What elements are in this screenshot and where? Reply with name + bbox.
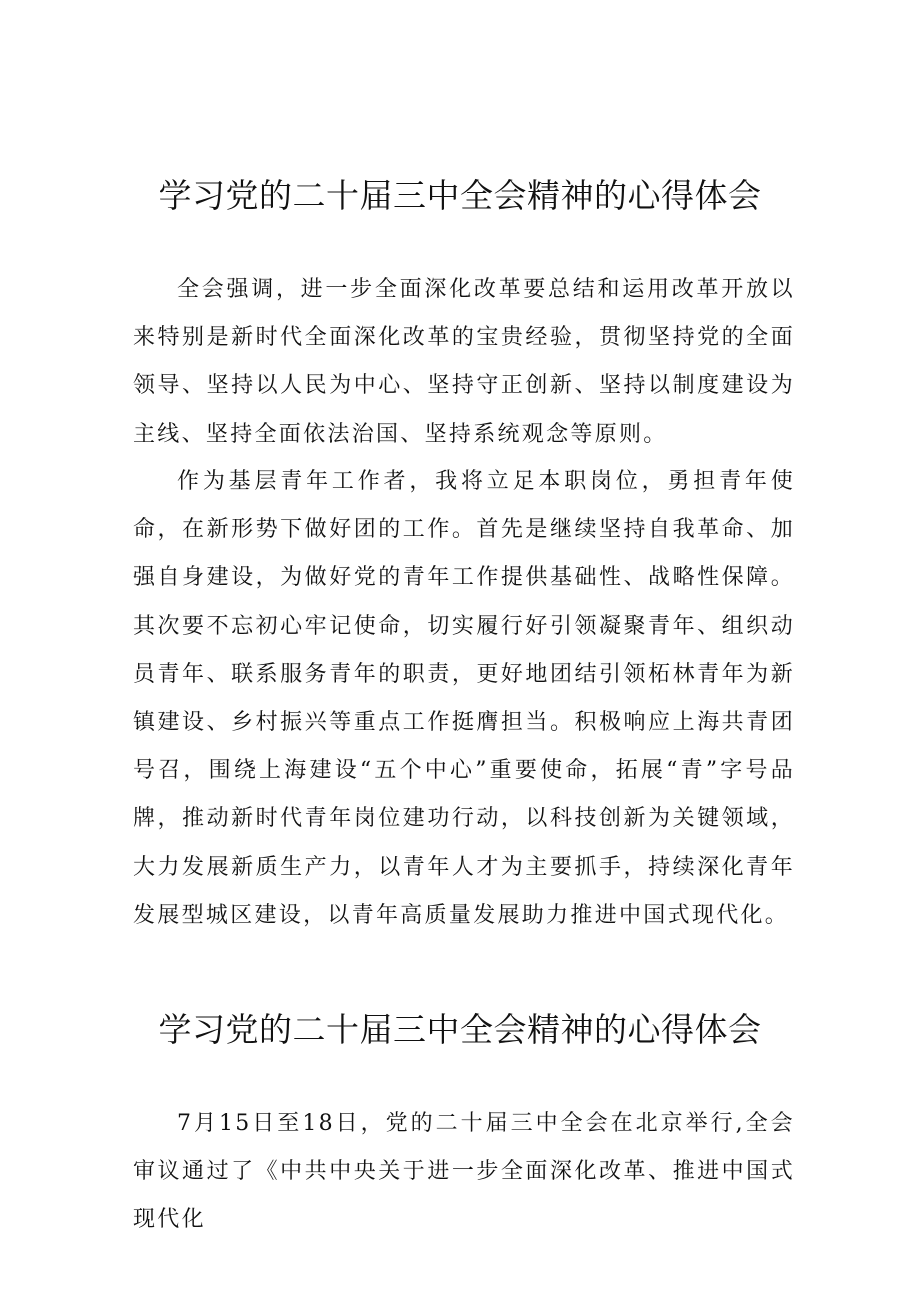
section-2-title: 学习党的二十届三中全会精神的心得体会 (158, 1010, 762, 1049)
section-1-title: 学习党的二十届三中全会精神的心得体会 (158, 176, 762, 215)
section-2-paragraph-1: 7月15日至18日，党的二十届三中全会在北京举行,全会审议通过了《中共中央关于进一步全面深化改革、推进中国式现代化 (133, 1111, 795, 1233)
section-1-paragraph-1: 全会强调，进一步全面深化改革要总结和运用改革开放以来特别是新时代全面深化改革的宝贵经验，贯彻坚持党的全面领导、坚持以人民为中心、坚持守正创新、坚持以制度建设为主线、坚持全面依法治国、坚持系统观念等原则。 (133, 277, 795, 447)
section-1-paragraph-2: 作为基层青年工作者，我将立足本职岗位，勇担青年使命，在新形势下做好团的工作。首先是继续坚持自我革命、加强自身建设，为做好党的青年工作提供基础性、战略性保障。其次要不忘初心牢记使命，切实履行好引领凝聚青年、组织动员青年、联系服务青年的职责，更好地团结引领柘林青年为新镇建设、乡村振兴等重点工作挺膺担当。积极响应上海共青团号召，围绕上海建设“五个中心”重要使命，拓展“青”字号品牌，推动新时代青年岗位建功行动，以科技创新为关键领域，大力发展新质生产力，以青年人才为主要抓手，持续深化青年发展型城区建设，以青年高质量发展助力推进中国式现代化。 (133, 469, 795, 928)
